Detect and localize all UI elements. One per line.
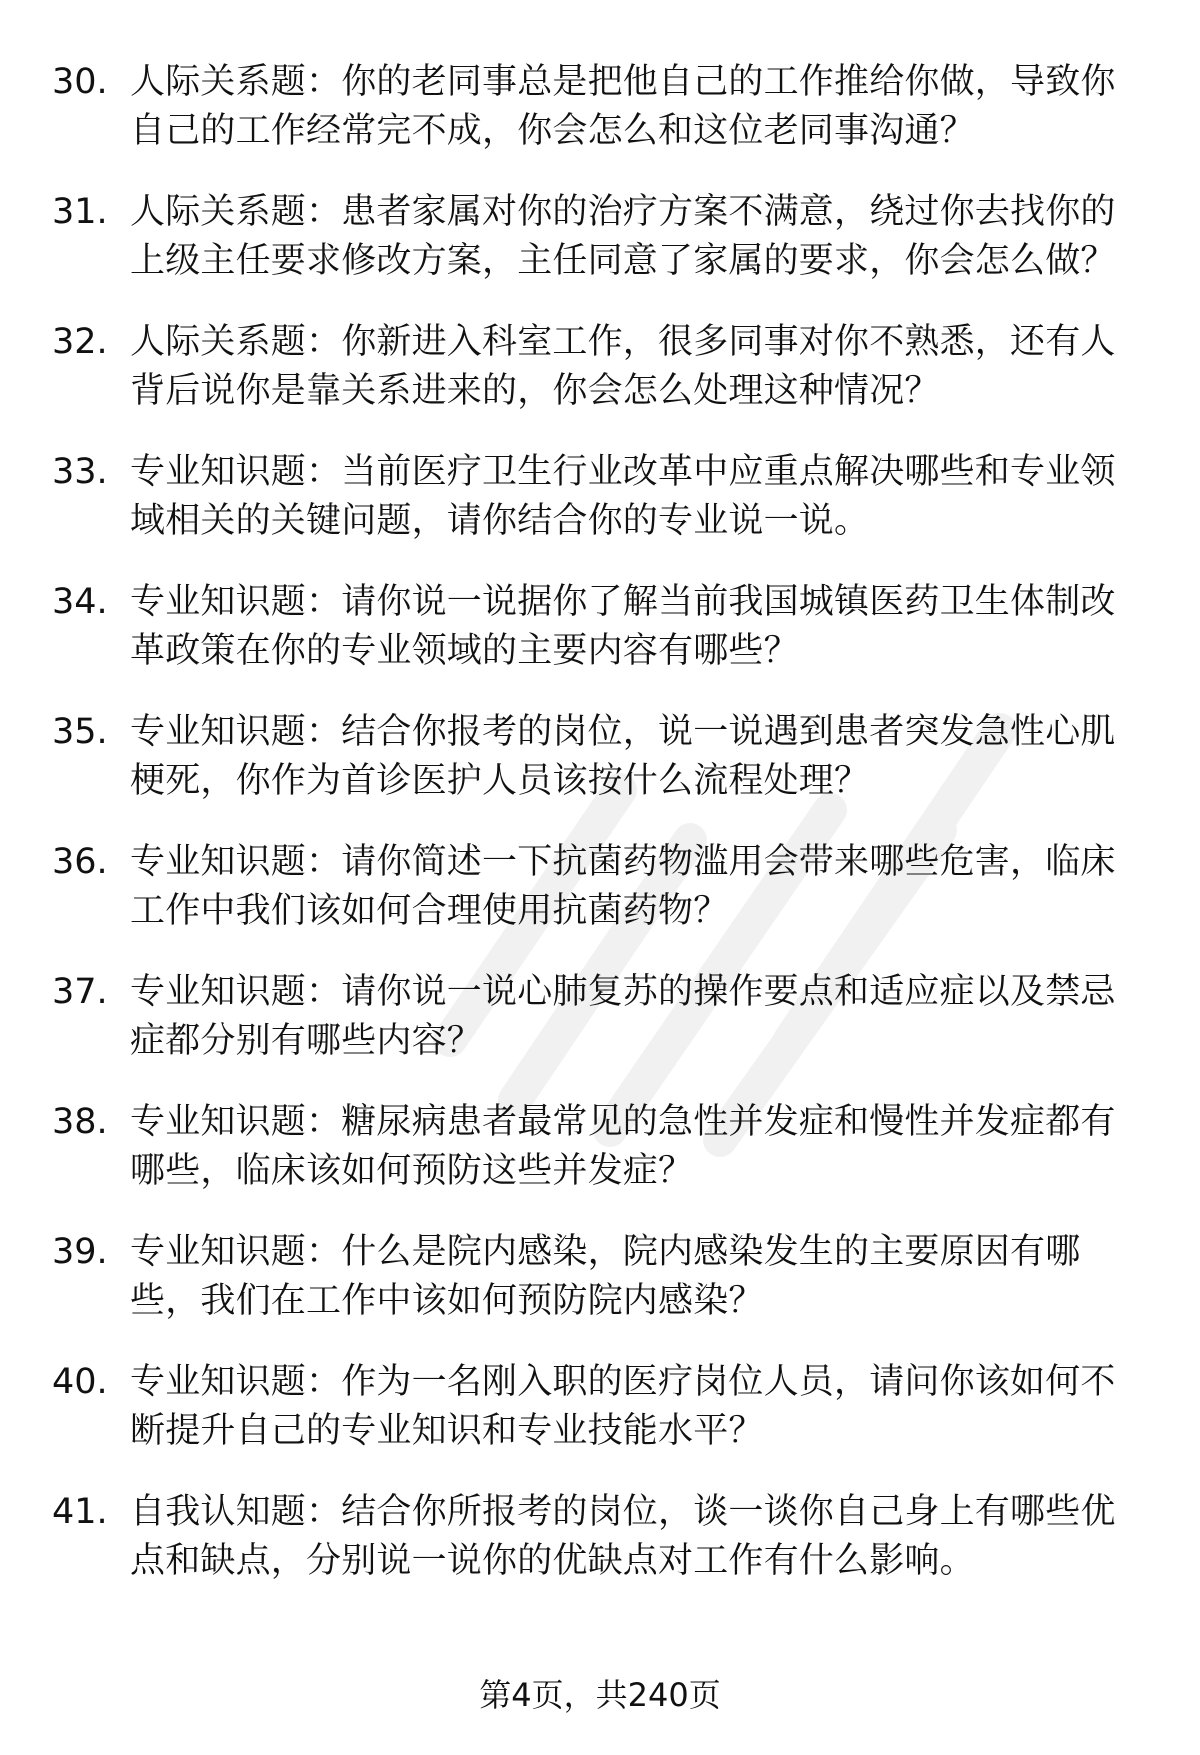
question-text: 专业知识题：作为一名刚入职的医疗岗位人员，请问你该如何不断提升自己的专业知识和专业技能水平？ — [130, 1362, 1116, 1451]
question-number: 41. — [52, 1492, 108, 1532]
question-number: 35. — [52, 712, 108, 752]
question-item — [52, 708, 1152, 805]
question-number: 38. — [52, 1102, 108, 1142]
question-list — [52, 58, 1152, 1618]
question-text: 专业知识题：请你说一说心肺复苏的操作要点和适应症以及禁忌症都分别有哪些内容？ — [130, 972, 1116, 1061]
question-item — [52, 578, 1152, 675]
question-text: 专业知识题：什么是院内感染，院内感染发生的主要原因有哪些，我们在工作中该如何预防院内感染？ — [130, 1232, 1081, 1321]
question-number: 32. — [52, 322, 108, 362]
question-text: 人际关系题：你新进入科室工作，很多同事对你不熟悉，还有人背后说你是靠关系进来的，你会怎么处理这种情况？ — [130, 322, 1116, 411]
question-text: 人际关系题：你的老同事总是把他自己的工作推给你做，导致你自己的工作经常完不成，你会怎么和这位老同事沟通？ — [130, 62, 1116, 151]
question-item — [52, 58, 1152, 155]
question-text: 专业知识题：请你说一说据你了解当前我国城镇医药卫生体制改革政策在你的专业领域的主要内容有哪些？ — [130, 582, 1116, 671]
question-text: 人际关系题：患者家属对你的治疗方案不满意，绕过你去找你的上级主任要求修改方案，主任同意了家属的要求，你会怎么做？ — [130, 192, 1116, 281]
question-text: 专业知识题：请你简述一下抗菌药物滥用会带来哪些危害，临床工作中我们该如何合理使用抗菌药物？ — [130, 842, 1116, 931]
question-number: 30. — [52, 62, 108, 102]
question-number: 36. — [52, 842, 108, 882]
question-item — [52, 1098, 1152, 1195]
question-item — [52, 1228, 1152, 1325]
question-item — [52, 1358, 1152, 1455]
question-text: 专业知识题：当前医疗卫生行业改革中应重点解决哪些和专业领域相关的关键问题，请你结合你的专业说一说。 — [130, 452, 1116, 541]
question-number: 31. — [52, 192, 108, 232]
question-item — [52, 838, 1152, 935]
question-number: 39. — [52, 1232, 108, 1272]
question-text: 专业知识题：糖尿病患者最常见的急性并发症和慢性并发症都有哪些，临床该如何预防这些并发症？ — [130, 1102, 1116, 1191]
question-text: 专业知识题：结合你报考的岗位，说一说遇到患者突发急性心肌梗死，你作为首诊医护人员该按什么流程处理？ — [130, 712, 1116, 801]
question-number: 37. — [52, 972, 108, 1012]
question-item — [52, 968, 1152, 1065]
question-number: 40. — [52, 1362, 108, 1402]
question-item — [52, 1488, 1152, 1585]
question-number: 33. — [52, 452, 108, 492]
question-number: 34. — [52, 582, 108, 622]
question-item — [52, 188, 1152, 285]
question-item — [52, 318, 1152, 415]
question-text: 自我认知题：结合你所报考的岗位，谈一谈你自己身上有哪些优点和缺点，分别说一说你的优缺点对工作有什么影响。 — [130, 1492, 1116, 1581]
question-item — [52, 448, 1152, 545]
page-footer: 第4页，共240页 — [479, 1676, 721, 1714]
